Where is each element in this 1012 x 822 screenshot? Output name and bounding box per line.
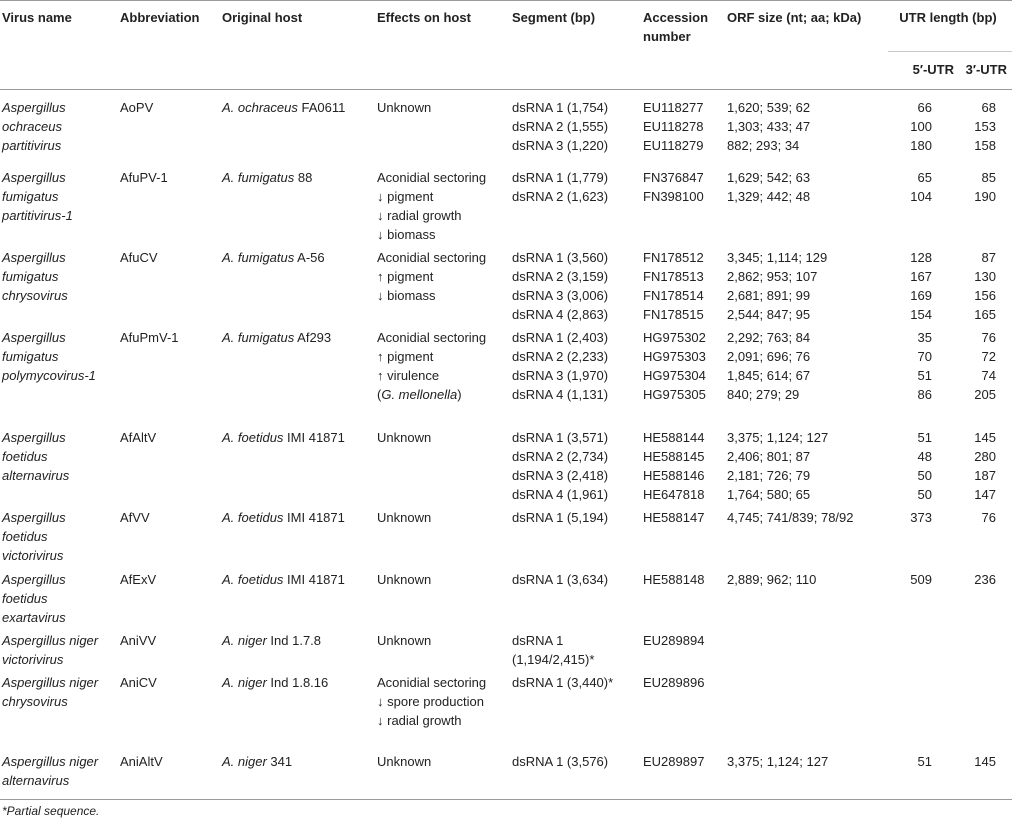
segment-cell: dsRNA 2 (1,623) bbox=[512, 189, 609, 204]
effect-line: ↓ biomass bbox=[377, 227, 436, 242]
segment-cell: dsRNA 1 (3,576) bbox=[512, 754, 609, 769]
segment-cell: dsRNA 1 (3,634) bbox=[512, 572, 609, 587]
orf-cell: 1,620; 539; 62 bbox=[727, 100, 811, 115]
utr5-cell: 50 bbox=[917, 468, 932, 483]
host-cell bbox=[222, 428, 345, 447]
utr3-cell: 145 bbox=[974, 754, 996, 769]
header-utr3: 3′-UTR bbox=[965, 62, 1007, 77]
effect-line: Aconidial sectoring bbox=[377, 250, 487, 265]
segment-cell: dsRNA 3 (1,970) bbox=[512, 368, 609, 383]
utr5-cell: 86 bbox=[917, 387, 932, 402]
utr3-cell: 156 bbox=[974, 288, 996, 303]
host-strain: A-56 bbox=[294, 250, 325, 265]
orf-cell: 840; 279; 29 bbox=[727, 387, 800, 402]
abbreviation-cell: AniVV bbox=[120, 633, 157, 648]
accession-cell: EU289896 bbox=[643, 675, 705, 690]
segment-cell: dsRNA 3 (1,220) bbox=[512, 138, 609, 153]
accession-cell: FN178515 bbox=[643, 307, 704, 322]
host-strain: IMI 41871 bbox=[283, 510, 345, 525]
orf-cell: 2,681; 891; 99 bbox=[727, 288, 811, 303]
segment-cell: dsRNA 4 (1,131) bbox=[512, 387, 609, 402]
utr3-cell: 68 bbox=[981, 100, 996, 115]
segment-cell: dsRNA 2 (1,555) bbox=[512, 119, 609, 134]
orf-cell: 3,375; 1,124; 127 bbox=[727, 754, 829, 769]
header-abbreviation: Abbreviation bbox=[120, 10, 200, 25]
virus-name-line: polymycovirus-1 bbox=[2, 368, 96, 383]
host-species: A. fumigatus bbox=[222, 330, 295, 345]
virus-name-line: fumigatus bbox=[2, 269, 59, 284]
effect-line: ↑ pigment bbox=[377, 349, 434, 364]
utr5-cell: 65 bbox=[917, 170, 932, 185]
header-segment: Segment (bp) bbox=[512, 10, 596, 25]
segment-cell-cont: (1,194/2,415)* bbox=[512, 652, 595, 667]
utr5-cell: 51 bbox=[917, 368, 932, 383]
virus-name-line: alternavirus bbox=[2, 773, 70, 788]
accession-cell: EU289894 bbox=[643, 633, 705, 648]
orf-cell: 2,544; 847; 95 bbox=[727, 307, 811, 322]
host-cell bbox=[222, 631, 321, 650]
accession-cell: HG975303 bbox=[643, 349, 706, 364]
host-cell bbox=[222, 98, 345, 117]
host-cell bbox=[222, 570, 345, 589]
table-bottom-rule bbox=[0, 799, 1012, 800]
orf-cell: 1,303; 433; 47 bbox=[727, 119, 811, 134]
effect-line: ↑ virulence bbox=[377, 368, 440, 383]
effect-line: Aconidial sectoring bbox=[377, 330, 487, 345]
orf-cell: 3,375; 1,124; 127 bbox=[727, 430, 829, 445]
effect-line: Unknown bbox=[377, 572, 432, 587]
utr3-cell: 76 bbox=[981, 330, 996, 345]
accession-cell: HG975302 bbox=[643, 330, 706, 345]
host-cell bbox=[222, 752, 292, 771]
utr5-cell: 51 bbox=[917, 754, 932, 769]
header-virus-name: Virus name bbox=[2, 10, 72, 25]
orf-cell: 2,292; 763; 84 bbox=[727, 330, 811, 345]
virus-name-line: fumigatus bbox=[2, 349, 59, 364]
virus-name-line: ochraceus bbox=[2, 119, 62, 134]
effect-part: ) bbox=[457, 387, 462, 402]
utr5-cell: 48 bbox=[917, 449, 932, 464]
header-original-host: Original host bbox=[222, 10, 303, 25]
utr3-cell: 145 bbox=[974, 430, 996, 445]
orf-cell: 3,345; 1,114; 129 bbox=[727, 250, 828, 265]
utr5-cell: 169 bbox=[910, 288, 932, 303]
host-strain: Af293 bbox=[294, 330, 332, 345]
segment-cell: dsRNA 4 (2,863) bbox=[512, 307, 609, 322]
host-species: A. foetidus bbox=[222, 572, 284, 587]
utr-subrule bbox=[888, 51, 1012, 52]
accession-cell: FN376847 bbox=[643, 170, 704, 185]
utr3-cell: 74 bbox=[981, 368, 996, 383]
accession-cell: HG975304 bbox=[643, 368, 706, 383]
host-strain: IMI 41871 bbox=[283, 572, 345, 587]
utr5-cell: 50 bbox=[917, 487, 932, 502]
virus-name-line: Aspergillus bbox=[2, 510, 66, 525]
utr5-cell: 154 bbox=[910, 307, 932, 322]
segment-cell: dsRNA 1 (1,779) bbox=[512, 170, 609, 185]
effect-line: Unknown bbox=[377, 754, 432, 769]
abbreviation-cell: AfuPV-1 bbox=[120, 170, 168, 185]
segment-cell: dsRNA 1 bbox=[512, 633, 564, 648]
utr5-cell: 180 bbox=[910, 138, 932, 153]
utr5-cell: 66 bbox=[917, 100, 932, 115]
host-species: A. foetidus bbox=[222, 430, 284, 445]
virus-name-line: victorivirus bbox=[2, 548, 64, 563]
segment-cell: dsRNA 1 (3,571) bbox=[512, 430, 609, 445]
utr5-cell: 373 bbox=[910, 510, 932, 525]
abbreviation-cell: AfuCV bbox=[120, 250, 158, 265]
accession-cell: HE647818 bbox=[643, 487, 705, 502]
accession-cell: HE588144 bbox=[643, 430, 705, 445]
header-utr5: 5′-UTR bbox=[912, 62, 954, 77]
utr3-cell: 205 bbox=[974, 387, 996, 402]
effect-line: ↓ radial growth bbox=[377, 713, 462, 728]
abbreviation-cell: AfVV bbox=[120, 510, 150, 525]
utr3-cell: 165 bbox=[974, 307, 996, 322]
accession-cell: FN178512 bbox=[643, 250, 704, 265]
accession-cell: FN178514 bbox=[643, 288, 704, 303]
host-strain: 341 bbox=[266, 754, 293, 769]
accession-cell: HE588145 bbox=[643, 449, 705, 464]
host-species: A. niger bbox=[222, 633, 267, 648]
effect-part: G. mellonella bbox=[381, 387, 458, 402]
abbreviation-cell: AfAltV bbox=[120, 430, 157, 445]
utr5-cell: 128 bbox=[910, 250, 932, 265]
virus-name-line: Aspergillus niger bbox=[2, 754, 99, 769]
utr3-cell: 87 bbox=[981, 250, 996, 265]
host-species: A. foetidus bbox=[222, 510, 284, 525]
segment-cell: dsRNA 3 (3,006) bbox=[512, 288, 609, 303]
virus-name-line: foetidus bbox=[2, 449, 48, 464]
virus-name-line: foetidus bbox=[2, 591, 48, 606]
orf-cell: 2,406; 801; 87 bbox=[727, 449, 811, 464]
effect-line: ↑ pigment bbox=[377, 269, 434, 284]
utr3-cell: 153 bbox=[974, 119, 996, 134]
utr3-cell: 147 bbox=[974, 487, 996, 502]
orf-cell: 1,329; 442; 48 bbox=[727, 189, 811, 204]
effect-line: Unknown bbox=[377, 633, 432, 648]
host-strain: Ind 1.7.8 bbox=[266, 633, 322, 648]
effect-line: ↓ biomass bbox=[377, 288, 436, 303]
segment-cell: dsRNA 1 (2,403) bbox=[512, 330, 609, 345]
host-species: A. niger bbox=[222, 754, 267, 769]
utr3-cell: 76 bbox=[981, 510, 996, 525]
host-strain: IMI 41871 bbox=[283, 430, 345, 445]
utr5-cell: 167 bbox=[910, 269, 932, 284]
segment-cell: dsRNA 1 (3,440)* bbox=[512, 675, 614, 690]
abbreviation-cell: AfuPmV-1 bbox=[120, 330, 179, 345]
virus-name-line: victorivirus bbox=[2, 652, 64, 667]
header-utr: UTR length (bp) bbox=[899, 10, 997, 25]
accession-cell: HG975305 bbox=[643, 387, 706, 402]
accession-cell: HE588148 bbox=[643, 572, 705, 587]
utr3-cell: 236 bbox=[974, 572, 996, 587]
virus-name-line: chrysovirus bbox=[2, 694, 68, 709]
virus-name-line: chrysovirus bbox=[2, 288, 68, 303]
effect-line: Unknown bbox=[377, 510, 432, 525]
accession-cell: EU289897 bbox=[643, 754, 705, 769]
segment-cell: dsRNA 2 (3,159) bbox=[512, 269, 609, 284]
orf-cell: 2,181; 726; 79 bbox=[727, 468, 811, 483]
utr3-cell: 190 bbox=[974, 189, 996, 204]
host-species: A. niger bbox=[222, 675, 267, 690]
virus-name-line: fumigatus bbox=[2, 189, 59, 204]
segment-cell: dsRNA 1 (1,754) bbox=[512, 100, 609, 115]
utr3-cell: 130 bbox=[974, 269, 996, 284]
orf-cell: 1,845; 614; 67 bbox=[727, 368, 811, 383]
accession-cell: HE588147 bbox=[643, 510, 705, 525]
orf-cell: 1,764; 580; 65 bbox=[727, 487, 811, 502]
utr3-cell: 158 bbox=[974, 138, 996, 153]
abbreviation-cell: AniAltV bbox=[120, 754, 163, 769]
utr5-cell: 51 bbox=[917, 430, 932, 445]
accession-cell: FN398100 bbox=[643, 189, 704, 204]
utr3-cell: 280 bbox=[974, 449, 996, 464]
utr5-cell: 70 bbox=[917, 349, 932, 364]
virus-name-line: alternavirus bbox=[2, 468, 70, 483]
virus-name-line: Aspergillus bbox=[2, 250, 66, 265]
virus-name-line: Aspergillus bbox=[2, 170, 66, 185]
utr3-cell: 85 bbox=[981, 170, 996, 185]
virus-name-line: Aspergillus niger bbox=[2, 675, 99, 690]
header-orf: ORF size (nt; aa; kDa) bbox=[727, 10, 862, 25]
accession-cell: HE588146 bbox=[643, 468, 705, 483]
header-effects: Effects on host bbox=[377, 10, 471, 25]
host-strain: Ind 1.8.16 bbox=[266, 675, 329, 690]
effect-line: ↓ spore production bbox=[377, 694, 484, 709]
host-cell bbox=[222, 673, 328, 692]
host-species: A. fumigatus bbox=[222, 250, 295, 265]
utr5-cell: 104 bbox=[910, 189, 932, 204]
effect-line: ↓ pigment bbox=[377, 189, 434, 204]
segment-cell: dsRNA 2 (2,734) bbox=[512, 449, 609, 464]
effect-line: Aconidial sectoring bbox=[377, 675, 487, 690]
accession-cell: EU118277 bbox=[643, 100, 704, 115]
table-top-rule bbox=[0, 0, 1012, 1]
segment-cell: dsRNA 2 (2,233) bbox=[512, 349, 609, 364]
host-cell bbox=[222, 248, 325, 267]
effect-line: ↓ radial growth bbox=[377, 208, 462, 223]
accession-cell: EU118279 bbox=[643, 138, 704, 153]
utr5-cell: 35 bbox=[917, 330, 932, 345]
virus-name-line: Aspergillus bbox=[2, 330, 66, 345]
virus-name-line: partitivirus bbox=[2, 138, 62, 153]
host-cell bbox=[222, 168, 312, 187]
orf-cell: 882; 293; 34 bbox=[727, 138, 800, 153]
orf-cell: 2,091; 696; 76 bbox=[727, 349, 811, 364]
effect-line: Unknown bbox=[377, 100, 432, 115]
segment-cell: dsRNA 1 (3,560) bbox=[512, 250, 609, 265]
effect-line: Aconidial sectoring bbox=[377, 170, 487, 185]
host-species: A. ochraceus bbox=[222, 100, 298, 115]
effect-part: ( bbox=[377, 387, 382, 402]
abbreviation-cell: AfExV bbox=[120, 572, 157, 587]
host-cell bbox=[222, 508, 345, 527]
segment-cell: dsRNA 1 (5,194) bbox=[512, 510, 609, 525]
orf-cell: 2,862; 953; 107 bbox=[727, 269, 818, 284]
header-accession-2: number bbox=[643, 29, 691, 44]
virus-name-line: Aspergillus bbox=[2, 572, 66, 587]
utr3-cell: 187 bbox=[974, 468, 996, 483]
effect-line bbox=[377, 385, 462, 404]
effect-line: Unknown bbox=[377, 430, 432, 445]
orf-cell: 4,745; 741/839; 78/92 bbox=[727, 510, 854, 525]
host-species: A. fumigatus bbox=[222, 170, 295, 185]
virus-name-line: foetidus bbox=[2, 529, 48, 544]
accession-cell: EU118278 bbox=[643, 119, 704, 134]
header-accession-1: Accession bbox=[643, 10, 709, 25]
footnote: *Partial sequence. bbox=[2, 804, 100, 818]
header-bottom-rule bbox=[0, 89, 1012, 90]
orf-cell: 2,889; 962; 110 bbox=[727, 572, 817, 587]
virus-name-line: partitivirus-1 bbox=[2, 208, 73, 223]
host-strain: 88 bbox=[294, 170, 313, 185]
utr5-cell: 509 bbox=[910, 572, 932, 587]
abbreviation-cell: AoPV bbox=[120, 100, 154, 115]
abbreviation-cell: AniCV bbox=[120, 675, 157, 690]
orf-cell: 1,629; 542; 63 bbox=[727, 170, 811, 185]
virus-name-line: Aspergillus bbox=[2, 100, 66, 115]
virus-name-line: exartavirus bbox=[2, 610, 66, 625]
accession-cell: FN178513 bbox=[643, 269, 704, 284]
host-strain: FA0611 bbox=[297, 100, 346, 115]
host-cell bbox=[222, 328, 331, 347]
utr3-cell: 72 bbox=[981, 349, 996, 364]
segment-cell: dsRNA 3 (2,418) bbox=[512, 468, 609, 483]
segment-cell: dsRNA 4 (1,961) bbox=[512, 487, 609, 502]
utr5-cell: 100 bbox=[910, 119, 932, 134]
virus-name-line: Aspergillus bbox=[2, 430, 66, 445]
virus-name-line: Aspergillus niger bbox=[2, 633, 99, 648]
